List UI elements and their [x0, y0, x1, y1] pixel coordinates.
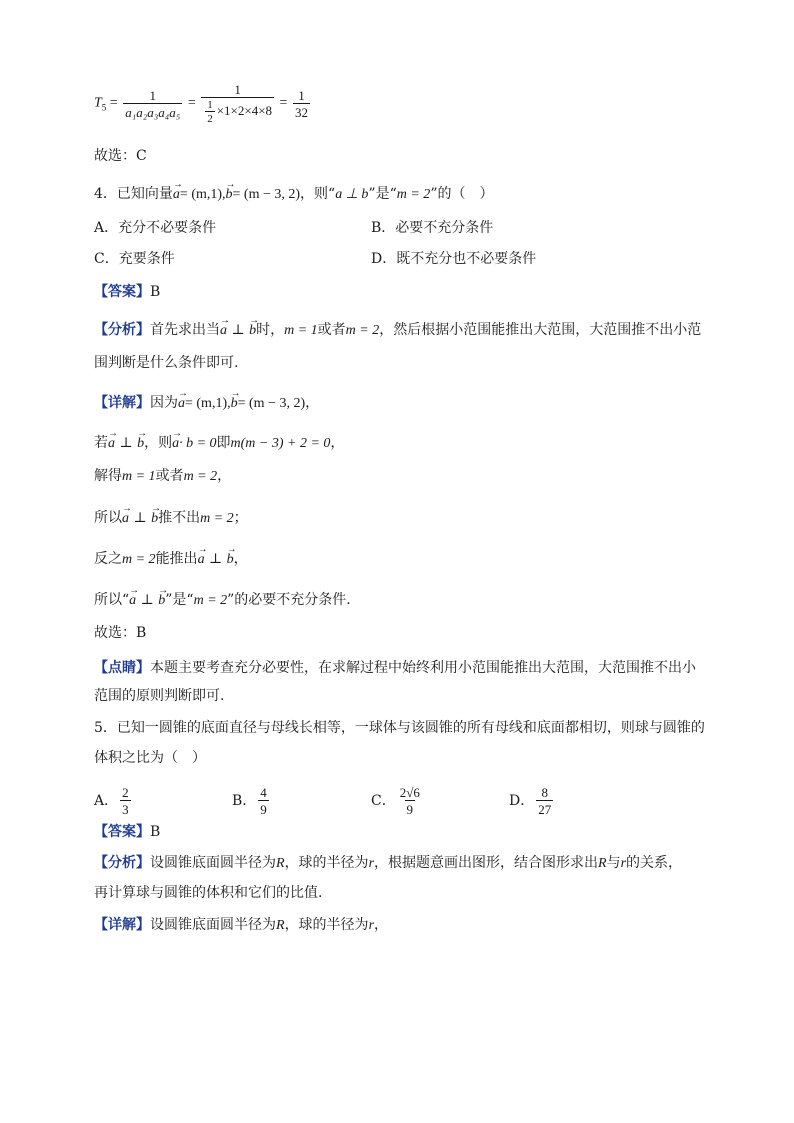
q4-detail-2f: ， [330, 435, 345, 451]
q4-analysis-1b: 时， [256, 322, 285, 338]
q4-detail-line-2: 若→ a ⊥ → b，则→ a· b = 0即m(m − 3) + 2 = 0， [94, 430, 344, 454]
q4-detail-line-3 [94, 466, 231, 487]
q4-analysis-1f: ，然后根据小范围能推出大范围，大范围推不出小范 [379, 322, 702, 338]
formula-frac1 [123, 88, 182, 120]
q5-opt-b-frac [258, 785, 269, 817]
formula-lhs: T [94, 95, 102, 111]
q4-analysis-1e: m = 2 [345, 323, 380, 338]
q5-opt-b-num: 4 [260, 785, 267, 800]
q4-analysis-1c: m = 1 [284, 323, 318, 338]
formula-t5: $T_5$ = $\frac{1}{\text{a₁a₂a₃a₄a₅}}$ = 1 $\frac{1}{2}$ ×1×2×4×8 = $\frac{1}{32}$ [94, 82, 308, 125]
q4-perp: a ⊥ b [335, 187, 369, 202]
answer-tag: 【答案】 [94, 824, 150, 840]
q4-comment-line-2: 范围的原则判断即可. [94, 688, 225, 704]
q5-analysis-line-1 [94, 853, 682, 874]
q4-detail-4d: ； [233, 510, 248, 526]
q4-detail-vec-b-def: = (m − 3, 2) [237, 396, 306, 411]
q5-opt-a-den: 3 [122, 802, 129, 817]
frac2-inner-frac [205, 99, 215, 125]
q5-detail-1c: ，球的半径为 [284, 917, 369, 933]
analysis-tag: 【分析】 [94, 322, 150, 338]
q4-detail-3a: 解得 [94, 468, 122, 484]
q5-analysis-1a: 设圆锥底面圆半径为 [150, 855, 276, 871]
frac2-den [201, 97, 274, 125]
vec-a: → a [129, 587, 136, 611]
q4-option-a: A．充分不必要条件 [94, 220, 217, 236]
vec-a: → a [172, 430, 179, 454]
q4-analysis-1d: 或者 [317, 322, 346, 338]
q4-detail-line-5: 反之m = 2能推出→ a ⊥ → b， [94, 546, 248, 570]
frac2-num: 1 [234, 82, 241, 97]
analysis-tag: 【分析】 [94, 855, 150, 871]
q4-detail-5d: ， [233, 551, 248, 567]
formula-frac2 [201, 82, 274, 125]
q4-detail-6a: 所以“ [94, 592, 130, 608]
q5-opt-b-letter: B． [232, 793, 257, 809]
q5-opt-d-num: 8 [541, 785, 548, 800]
q5-opt-c-letter: C． [371, 793, 396, 809]
detail-tag: 【详解】 [94, 917, 150, 933]
q5-analysis-1d: r [368, 856, 375, 871]
vec-a: → a [173, 181, 180, 205]
q4-vec-a-def: = (m,1), [179, 187, 226, 202]
q4-stem-d: ”的（ ） [430, 186, 494, 202]
q4-detail-2e: m(m − 3) + 2 = 0 [230, 436, 331, 451]
result-den: 32 [294, 104, 308, 120]
formula-result [293, 88, 310, 120]
q4-detail-3c: 或者 [155, 468, 184, 484]
q5-opt-c-num: 2√6 [399, 785, 420, 800]
q4-vec-b-def: = (m − 3, 2) [232, 187, 301, 202]
vec-a: → a [220, 317, 227, 341]
q4-comment-1: 本题主要考查充分必要性，在求解过程中始终利用小范围能推出大范围，大范围推不出小 [150, 660, 696, 676]
formula-lhs-sub: 5 [101, 102, 107, 113]
vec-b: → b [227, 546, 234, 570]
q4-stem [94, 181, 493, 205]
q4-analysis-line-2: 围判断是什么条件即可. [94, 355, 239, 371]
q5-analysis-1b: R [276, 856, 285, 871]
q5-opt-d-letter: D． [509, 793, 535, 809]
q5-opt-b-den: 9 [260, 802, 267, 817]
q4-stem-c: ”是“ [368, 186, 397, 202]
vec-a: → a [198, 546, 205, 570]
q5-answer-line [94, 822, 160, 842]
q5-detail-1b: R [276, 918, 285, 933]
frac1-num: 1 [149, 87, 156, 103]
vec-b: → b [231, 390, 238, 414]
q4-detail-line-4: 所以→ a ⊥ → b推不出m = 2； [94, 505, 248, 529]
answer-tag: 【答案】 [94, 284, 150, 300]
vec-b: → b [249, 317, 256, 341]
q4-detail-vec-a-def: = (m,1), [185, 396, 231, 411]
q4-stem-b: ，则“ [300, 186, 336, 202]
q5-analysis-1e: ，根据题意画出图形，结合图形求出 [374, 855, 599, 871]
q4-detail-5b: m = 2 [122, 552, 156, 567]
q4-analysis-1a: 首先求出当 [150, 322, 220, 338]
q4-detail-4b: 推不出 [158, 510, 201, 526]
q5-opt-d-den: 27 [538, 802, 552, 817]
q5-opt-a-num: 2 [122, 785, 129, 800]
q5-analysis-1i: 的关系， [626, 855, 683, 871]
q4-detail-6d: ”的必要不充分条件. [227, 592, 351, 608]
q4-analysis-line-1: 【分析】首先求出当→ a ⊥ → b时，m = 1或者m = 2，然后根据小范围能推出大范围，大范围推不出小范 [94, 317, 701, 341]
q5-option-d [509, 785, 555, 817]
q4-comment-line-1 [94, 658, 696, 678]
q4-detail-1b: ， [305, 395, 320, 411]
q4-option-c: C．充要条件 [94, 251, 175, 267]
q4-detail-2b: ，则 [144, 435, 173, 451]
vec-b: → b [226, 181, 233, 205]
vec-b: → b [137, 430, 144, 454]
q4-detail-3e: ， [217, 468, 232, 484]
q5-detail-1d: r [368, 918, 375, 933]
q4-detail-2a: 若 [94, 435, 108, 451]
q5-analysis-1f: R [598, 856, 607, 871]
q4-detail-5a: 反之 [94, 551, 122, 567]
q5-option-b [232, 785, 271, 817]
vec-a: → a [108, 430, 115, 454]
q4-detail-6c: m = 2 [193, 593, 228, 608]
q4-detail-4a: 所以 [94, 510, 122, 526]
q4-detail-2d: 即 [216, 435, 231, 451]
q4-detail-1a: 因为 [150, 395, 178, 411]
detail-tag: 【详解】 [94, 395, 150, 411]
vec-b: → b [158, 587, 165, 611]
q4-answer: B [150, 284, 161, 300]
q4-detail-5c: 能推出 [155, 551, 198, 567]
vec-a: → a [178, 390, 185, 414]
q4-option-b: B．必要不充分条件 [371, 220, 494, 236]
inner-den: 2 [207, 113, 213, 125]
vec-b: → b [151, 505, 158, 529]
q5-detail-line-1 [94, 915, 388, 936]
frac1-den: a₁a₂a₃a₄a₅ [125, 104, 181, 120]
q4-stem-a: 4．已知向量 [94, 186, 173, 202]
q3-answer: 故选：C [94, 148, 147, 164]
q5-detail-1e: ， [374, 917, 389, 933]
q5-option-c [371, 785, 424, 817]
q5-stem-line-1: 5．已知一圆锥的底面直径与母线长相等，一球体与该圆锥的所有母线和底面都相切，则球与圆锥的 [94, 720, 705, 736]
q5-analysis-1h: r [620, 856, 627, 871]
q4-detail-line-1 [94, 390, 319, 414]
inner-num: 1 [207, 99, 213, 111]
q5-analysis-1c: ，球的半径为 [284, 855, 369, 871]
q5-opt-a-frac [120, 785, 131, 817]
q4-option-d: D．既不充分也不必要条件 [371, 251, 537, 267]
q5-stem-line-2: 体积之比为（ ） [94, 750, 206, 766]
q4-m-eq-2: m = 2 [396, 187, 431, 202]
q5-analysis-1g: 与 [606, 855, 621, 871]
q5-opt-a-letter: A． [94, 793, 119, 809]
result-num: 1 [298, 87, 305, 103]
q4-detail-3d: m = 2 [183, 469, 218, 484]
q4-final-answer: 故选：B [94, 625, 147, 641]
q4-detail-3b: m = 1 [122, 469, 156, 484]
q5-opt-c-frac [398, 785, 422, 817]
q5-opt-c-den: 9 [406, 802, 414, 817]
q5-answer: B [150, 824, 161, 840]
q4-answer-line [94, 282, 160, 302]
frac2-den-rest: ×1×2×4×8 [216, 102, 273, 118]
q5-analysis-line-2: 再计算球与圆锥的体积和它们的比值. [94, 885, 323, 901]
q5-option-a [94, 785, 133, 817]
q4-detail-2c: · b = 0 [179, 436, 217, 451]
comment-tag: 【点睛】 [94, 660, 150, 676]
q5-detail-1a: 设圆锥底面圆半径为 [150, 917, 276, 933]
vec-a: → a [122, 505, 129, 529]
q5-opt-d-frac [536, 785, 553, 817]
q4-detail-4c: m = 2 [200, 511, 234, 526]
q4-detail-6b: ”是“ [165, 592, 194, 608]
q4-detail-line-6: 所以“→ a ⊥ → b”是“m = 2”的必要不充分条件. [94, 587, 351, 611]
